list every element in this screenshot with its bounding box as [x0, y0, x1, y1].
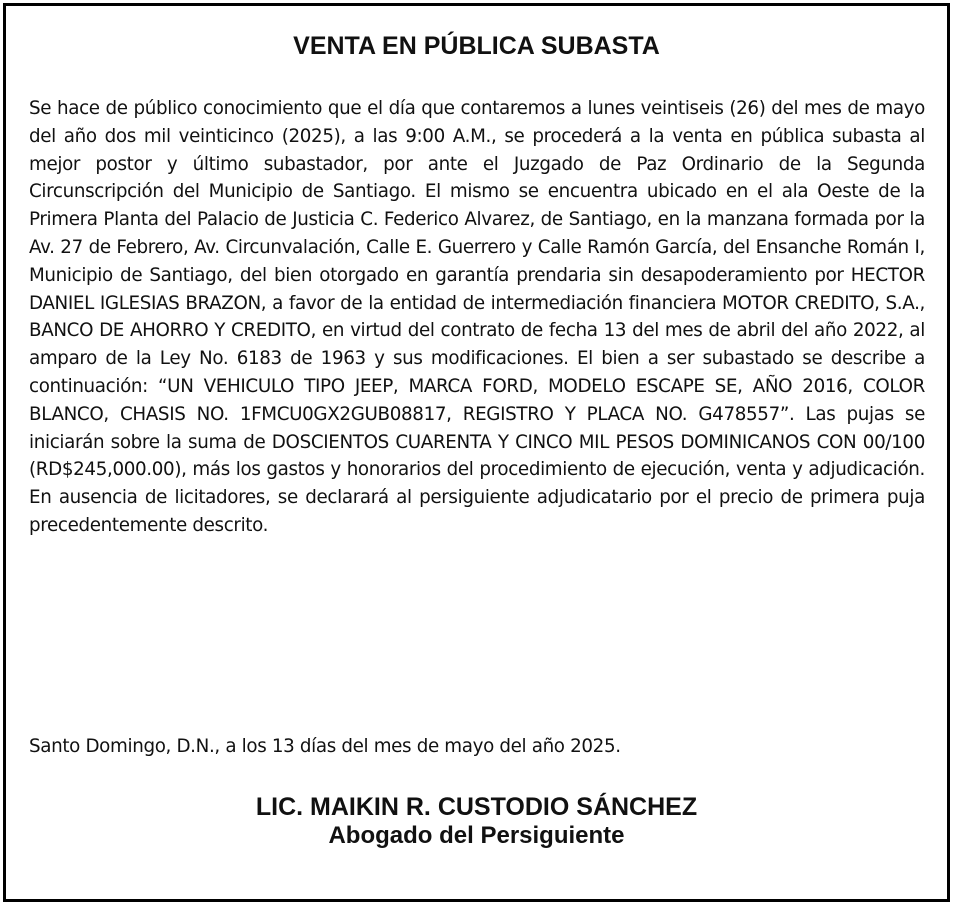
notice-closing: Santo Domingo, D.N., a los 13 días del mes de mayo del año 2025. — [29, 736, 621, 757]
signature-name: LIC. MAIKIN R. CUSTODIO SÁNCHEZ — [255, 793, 698, 821]
notice-title: VENTA EN PÚBLICA SUBASTA — [293, 32, 660, 60]
notice-body: Se hace de público conocimiento que el día que contaremos a lunes veintiseis (26) del mes de mayo del año dos mil veinticinco (2025), a las 9:00 A.M., se procederá a la venta en pública subasta al mejor postor y último subastador, por ante el Juzgado de Paz Ordinario de la Segunda Circunscripción del Municipio de Santiago. El mismo se encuentra ubicado en el ala Oeste de la Primera Planta del Palacio de Justicia C. Federico Alvarez, de Santiago, en la manzana formada por la Av. 27 de Febrero, Av. Circunvalación, Calle E. Guerrero y Calle Ramón García, del Ensanche Román I, Municipio de Santiago, del bien otorgado en garantía prendaria sin desapoderamiento por HECTOR DANIEL IGLESIAS BRAZON, a favor de la entidad de intermediación financiera MOTOR CREDITO, S.A., BANCO DE AHORRO Y CREDITO, en virtud del contrato de fecha 13 del mes de abril del año 2022, al amparo de la Ley No. 6183 de 1963 y sus modificaciones. El bien a ser subastado se describe a continuación: “UN VEHICULO TIPO JEEP, MARCA FORD, MODELO ESCAPE SE, AÑO 2016, COLOR BLANCO, CHASIS NO. 1FMCU0GX2GUB08817, REGISTRO Y PLACA NO. G478557”. Las pujas se iniciarán sobre la suma de DOSCIENTOS CUARENTA Y CINCO MIL PESOS DOMINICANOS CON 00/100 (RD$245,000.00), más los gastos y honorarios del procedimiento de ejecución, venta y adjudicación. En ausencia de licitadores, se declarará al persiguiente adjudicatario por el precio de primera puja precedentemente descrito. — [29, 98, 925, 536]
notice-frame — [3, 3, 950, 902]
signature-role: Abogado del Persiguiente — [328, 822, 625, 849]
